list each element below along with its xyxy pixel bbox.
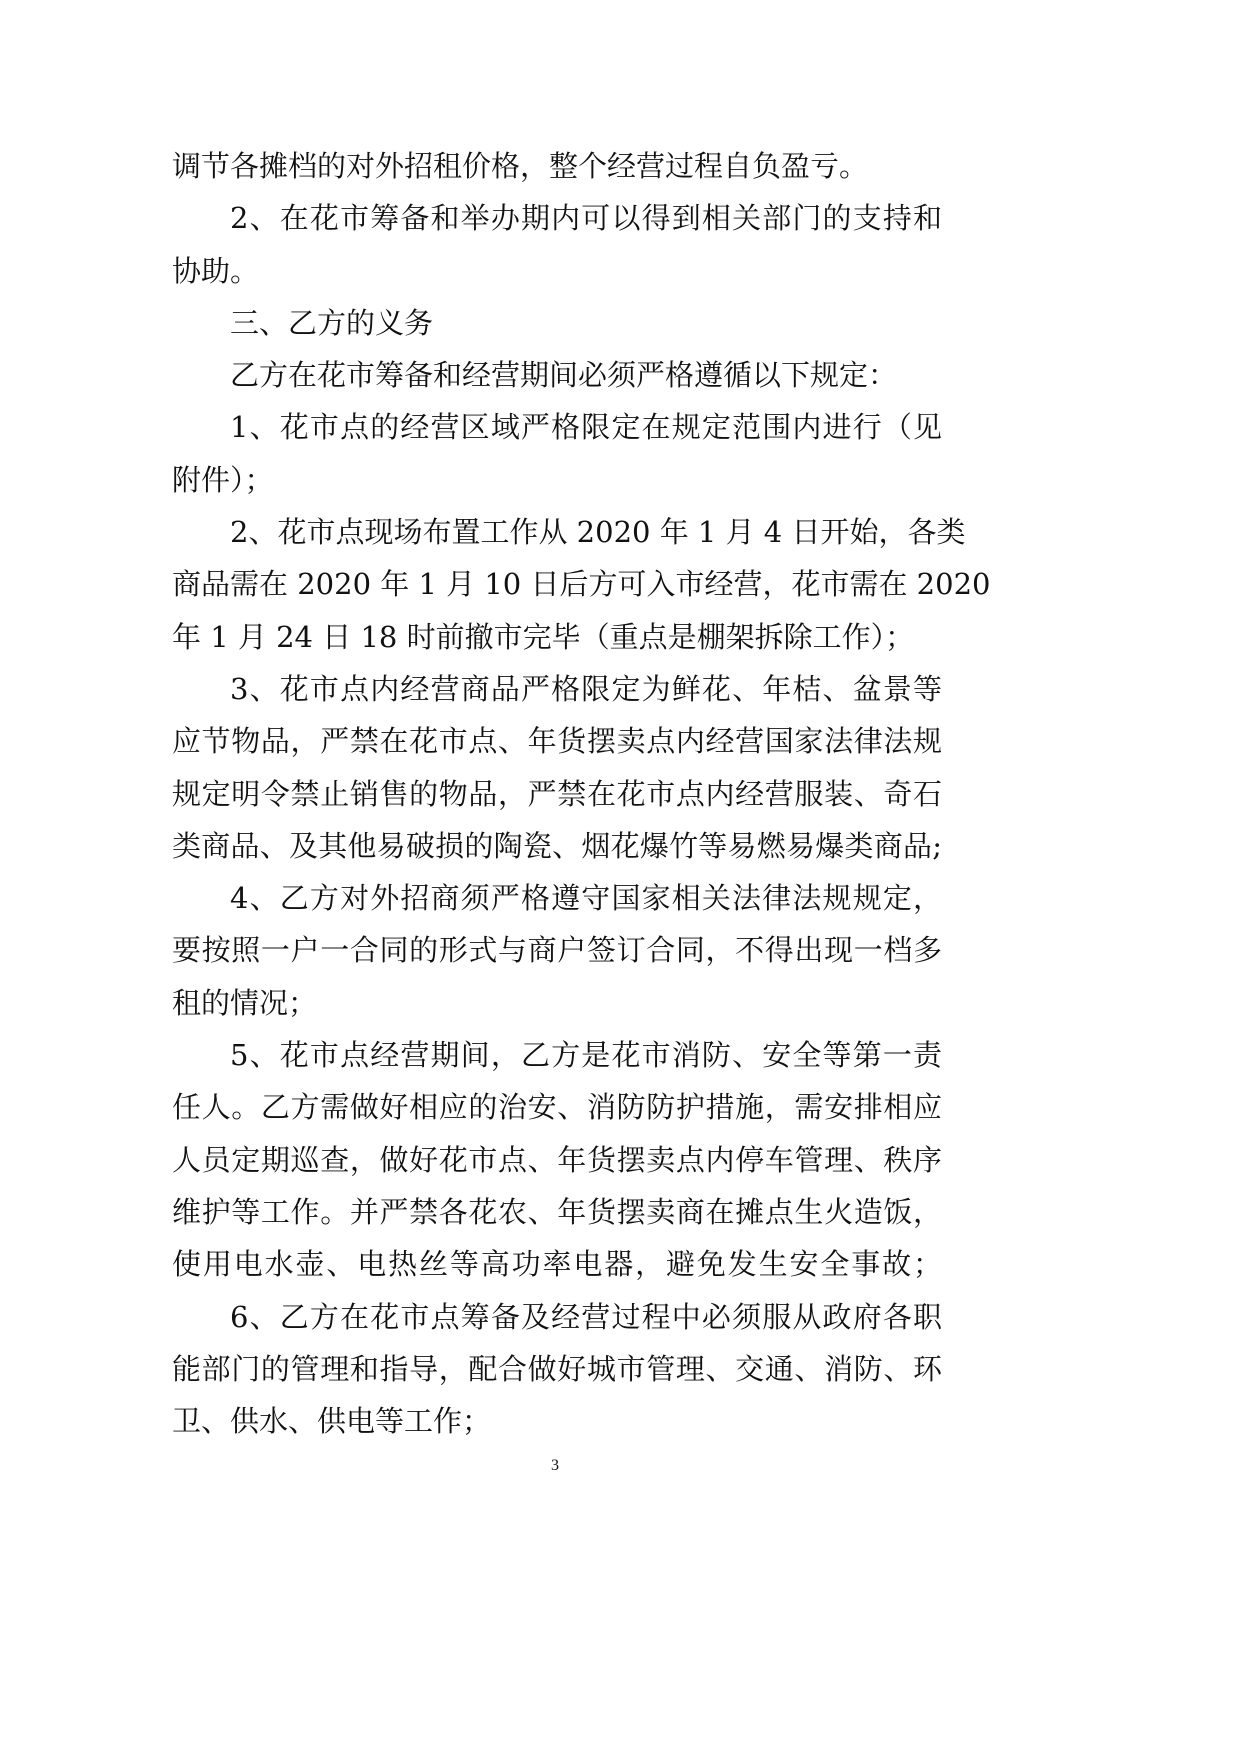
document-body [172,140,991,1447]
text-line: 2、花市点现场布置工作从 2020 年 1 月 4 日开始，各类 [230,515,966,550]
text-line: 5、花市点经营期间，乙方是花市消防、安全等第一责 [230,1038,942,1073]
text-line: 租的情况； [172,985,318,1020]
text-line: 商品需在 2020 年 1 月 10 日后方可入市经营，花市需在 2020 [172,567,991,602]
text-line: 三、乙方的义务 [230,305,434,340]
text-line: 附件）； [172,462,274,497]
text-line: 3、花市点内经营商品严格限定为鲜花、年桔、盆景等 [230,671,942,706]
text-line: 2、在花市筹备和举办期内可以得到相关部门的支持和 [230,201,942,236]
text-line: 1、花市点的经营区域严格限定在规定范围内进行（见 [230,410,942,445]
text-line: 4、乙方对外招商须严格遵守国家相关法律法规规定， [230,881,942,916]
text-line: 卫、供水、供电等工作； [172,1404,492,1439]
text-line: 调节各摊档的对外招租价格，整个经营过程自负盈亏。 [172,149,869,183]
text-line: 人员定期巡查，做好花市点、年货摆卖点内停车管理、秩序 [172,1142,942,1177]
text-line: 乙方在花市筹备和经营期间必须严格遵循以下规定： [230,358,898,393]
page-number: 3 [551,1457,559,1474]
text-line: 协助。 [172,253,260,288]
text-line: 类商品、及其他易破损的陶瓷、烟花爆竹等易燃易爆类商品; [172,828,942,863]
text-line: 应节物品，严禁在花市点、年货摆卖点内经营国家法律法规 [172,724,942,759]
text-line: 维护等工作。并严禁各花农、年货摆卖商在摊点生火造饭， [172,1194,942,1229]
text-line: 规定明令禁止销售的物品，严禁在花市点内经营服装、奇石 [172,776,942,811]
text-line: 要按照一户一合同的形式与商户签订合同，不得出现一档多 [172,933,942,968]
text-line: 6、乙方在花市点筹备及经营过程中必须服从政府各职 [230,1299,942,1334]
text-line: 能部门的管理和指导，配合做好城市管理、交通、消防、环 [172,1351,942,1386]
text-line: 年 1 月 24 日 18 时前撤市完毕（重点是棚架拆除工作）； [172,619,915,654]
text-line: 使用电水壶、电热丝等高功率电器，避免发生安全事故； [172,1247,942,1282]
text-line: 任人。乙方需做好相应的治安、消防防护措施，需安排相应 [172,1090,942,1125]
